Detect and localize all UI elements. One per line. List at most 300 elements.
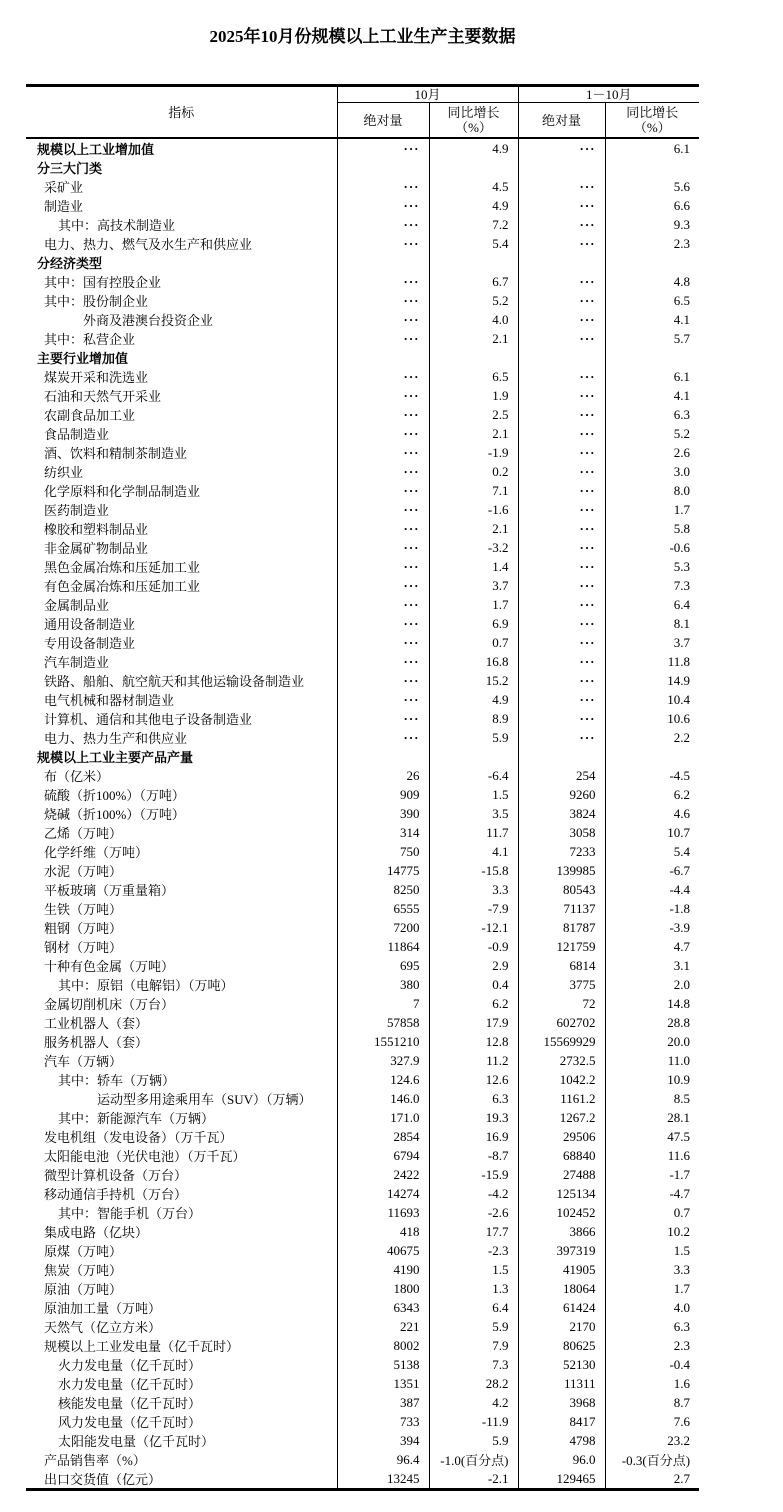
value-cell: 7.1 — [429, 481, 518, 500]
value-cell: 14.9 — [667, 672, 691, 688]
table-row — [26, 1032, 699, 1051]
value-cell: 1.7 — [673, 1280, 691, 1296]
value-cell: 4.9 — [429, 138, 518, 158]
value-cell: 3775 — [518, 975, 605, 994]
value-cell: 1.7 — [673, 501, 691, 517]
indicator-label: 原煤（万吨） — [26, 1241, 337, 1260]
yoy-unit-label: （%） — [633, 120, 671, 135]
value-cell: 61424 — [518, 1298, 605, 1317]
indicator-label: 农副食品加工业 — [26, 405, 337, 424]
indicator-label: 金属制品业 — [26, 595, 337, 614]
table-row — [26, 1013, 699, 1032]
value-cell: ··· — [337, 329, 429, 348]
value-cell: 221 — [337, 1317, 429, 1336]
indicator-label: 服务机器人（套） — [26, 1032, 337, 1051]
value-cell: -1.0(百分点) — [429, 1450, 518, 1469]
value-cell: 17.9 — [429, 1013, 518, 1032]
value-cell: 695 — [337, 956, 429, 975]
indicator-label: 其中：私营企业 — [26, 329, 337, 348]
value-cell: 10.9 — [667, 1071, 691, 1087]
value-cell: ··· — [337, 728, 429, 747]
value-cell: 20.0 — [667, 1033, 691, 1049]
value-cell: ··· — [337, 291, 429, 310]
indicator-label: 电力、热力、燃气及水生产和供应业 — [26, 234, 337, 253]
value-cell: 7 — [337, 994, 429, 1013]
value-cell: 7200 — [337, 918, 429, 937]
indicator-label: 橡胶和塑料制品业 — [26, 519, 337, 538]
value-cell: 4.0 — [429, 310, 518, 329]
value-cell: 254 — [518, 766, 605, 785]
table-row — [26, 1279, 699, 1298]
table-body — [26, 138, 699, 1490]
indicator-label: 生铁（万吨） — [26, 899, 337, 918]
value-cell: 11311 — [518, 1374, 605, 1393]
value-cell: 6794 — [337, 1146, 429, 1165]
value-cell: ··· — [518, 690, 605, 709]
value-cell: ··· — [518, 196, 605, 215]
value-cell: 2.2 — [673, 729, 691, 745]
value-cell: ··· — [337, 462, 429, 481]
value-cell: 11693 — [337, 1203, 429, 1222]
table-row — [26, 975, 699, 994]
value-cell: 1800 — [337, 1279, 429, 1298]
value-cell: 6.3 — [673, 406, 691, 422]
value-cell: 1.7 — [429, 595, 518, 614]
indicator-label: 采矿业 — [26, 177, 337, 196]
value-cell: 14.8 — [667, 995, 691, 1011]
table-row — [26, 785, 699, 804]
value-cell: 3968 — [518, 1393, 605, 1412]
header-group-row — [26, 86, 699, 103]
value-cell: -1.7 — [669, 1166, 691, 1182]
value-cell: 4.2 — [429, 1393, 518, 1412]
value-cell: 1351 — [337, 1374, 429, 1393]
value-cell: 6.1 — [673, 140, 691, 156]
value-cell: 2.3 — [673, 235, 691, 251]
value-cell: 5138 — [337, 1355, 429, 1374]
indicator-label: 原油加工量（万吨） — [26, 1298, 337, 1317]
indicator-label: 黑色金属冶炼和压延加工业 — [26, 557, 337, 576]
value-cell: ··· — [518, 215, 605, 234]
table-row — [26, 177, 699, 196]
table-row — [26, 937, 699, 956]
indicator-label: 分经济类型 — [26, 253, 337, 272]
value-cell: 121759 — [518, 937, 605, 956]
value-cell: ··· — [337, 310, 429, 329]
yoy-label: 同比增长 — [447, 105, 500, 120]
table-row — [26, 1222, 699, 1241]
table-row — [26, 880, 699, 899]
indicator-label: 石油和天然气开采业 — [26, 386, 337, 405]
table-row — [26, 196, 699, 215]
value-cell: 1042.2 — [518, 1070, 605, 1089]
value-cell: 3.7 — [429, 576, 518, 595]
table-row — [26, 614, 699, 633]
value-cell: -4.2 — [429, 1184, 518, 1203]
indicator-label: 其中：轿车（万辆） — [26, 1070, 337, 1089]
value-cell: 139985 — [518, 861, 605, 880]
value-cell: 2.0 — [673, 976, 691, 992]
table-row — [26, 462, 699, 481]
value-cell: 9260 — [518, 785, 605, 804]
value-cell: 6.5 — [673, 292, 691, 308]
value-cell: 146.0 — [337, 1089, 429, 1108]
value-cell: ··· — [518, 519, 605, 538]
value-cell: ··· — [337, 443, 429, 462]
value-cell: ··· — [518, 633, 605, 652]
value-cell: -0.3(百分点) — [621, 1453, 691, 1468]
value-cell: ··· — [337, 671, 429, 690]
indicator-label: 原油（万吨） — [26, 1279, 337, 1298]
value-cell: 11.2 — [429, 1051, 518, 1070]
value-cell: ··· — [337, 196, 429, 215]
value-cell: 6.5 — [429, 367, 518, 386]
value-cell: ··· — [518, 728, 605, 747]
value-cell: 80543 — [518, 880, 605, 899]
value-cell: -3.2 — [429, 538, 518, 557]
value-cell: 10.7 — [667, 824, 691, 840]
value-cell: 2.1 — [429, 329, 518, 348]
value-cell: 380 — [337, 975, 429, 994]
value-cell: 11.8 — [667, 653, 691, 669]
indicator-label: 专用设备制造业 — [26, 633, 337, 652]
value-cell: 6.7 — [429, 272, 518, 291]
value-cell: ··· — [518, 595, 605, 614]
value-cell: 7.9 — [429, 1336, 518, 1355]
value-cell: 15569929 — [518, 1032, 605, 1051]
value-cell: 4.9 — [429, 196, 518, 215]
table-row — [26, 918, 699, 937]
indicator-label: 医药制造业 — [26, 500, 337, 519]
indicator-label: 产品销售率（%） — [26, 1450, 337, 1469]
value-cell: 8.9 — [429, 709, 518, 728]
value-cell: ··· — [337, 367, 429, 386]
table-row — [26, 1127, 699, 1146]
value-cell: 2.9 — [429, 956, 518, 975]
value-cell: 8002 — [337, 1336, 429, 1355]
value-cell: ··· — [518, 443, 605, 462]
value-cell: 14274 — [337, 1184, 429, 1203]
table-row — [26, 138, 699, 158]
indicator-label: 主要行业增加值 — [26, 348, 337, 367]
indicator-label: 分三大门类 — [26, 158, 337, 177]
table-row — [26, 1203, 699, 1222]
value-cell: 11.0 — [667, 1052, 691, 1068]
value-cell: 96.4 — [337, 1450, 429, 1469]
value-cell: -4.7 — [669, 1185, 691, 1201]
indicator-label: 外商及港澳台投资企业 — [26, 310, 337, 329]
value-cell: -7.9 — [429, 899, 518, 918]
indicator-label: 规模以上工业发电量（亿千瓦时） — [26, 1336, 337, 1355]
table-row — [26, 1412, 699, 1431]
value-cell: 96.0 — [518, 1450, 605, 1469]
table-row — [26, 538, 699, 557]
value-cell: 16.8 — [429, 652, 518, 671]
value-cell: 72 — [518, 994, 605, 1013]
table-row — [26, 519, 699, 538]
absolute-label: 绝对量 — [542, 112, 582, 128]
value-cell: 733 — [337, 1412, 429, 1431]
indicator-label: 食品制造业 — [26, 424, 337, 443]
value-cell: ··· — [337, 424, 429, 443]
table-row — [26, 1051, 699, 1070]
value-cell: 7233 — [518, 842, 605, 861]
indicator-label: 电气机械和器材制造业 — [26, 690, 337, 709]
value-cell: 2.3 — [673, 1337, 691, 1353]
value-cell: ··· — [337, 177, 429, 196]
value-cell: ··· — [337, 633, 429, 652]
indicator-label: 工业机器人（套） — [26, 1013, 337, 1032]
col-group-october: 10月 — [337, 86, 518, 103]
value-cell — [518, 253, 605, 272]
value-cell — [518, 158, 605, 177]
table-row — [26, 1469, 699, 1490]
value-cell: ··· — [518, 329, 605, 348]
value-cell: 4.6 — [673, 805, 691, 821]
value-cell: -4.4 — [669, 881, 691, 897]
value-cell: 13245 — [337, 1469, 429, 1490]
value-cell: ··· — [518, 405, 605, 424]
value-cell — [605, 747, 699, 766]
indicator-label: 核能发电量（亿千瓦时） — [26, 1393, 337, 1412]
value-cell: 3.3 — [429, 880, 518, 899]
indicator-label: 运动型多用途乘用车（SUV）（万辆） — [26, 1089, 337, 1108]
value-cell — [605, 253, 699, 272]
value-cell: 3.3 — [673, 1261, 691, 1277]
value-cell: 4.8 — [673, 273, 691, 289]
value-cell: 16.9 — [429, 1127, 518, 1146]
value-cell: ··· — [337, 272, 429, 291]
value-cell: 125134 — [518, 1184, 605, 1203]
value-cell: 0.7 — [429, 633, 518, 652]
value-cell: 1.5 — [429, 785, 518, 804]
table-row — [26, 633, 699, 652]
value-cell: 7.6 — [673, 1413, 691, 1429]
page-title: 2025年10月份规模以上工业生产主要数据 — [209, 27, 516, 46]
indicator-label: 纺织业 — [26, 462, 337, 481]
value-cell: 7.3 — [673, 577, 691, 593]
value-cell: ··· — [337, 500, 429, 519]
value-cell: 5.4 — [429, 234, 518, 253]
indicator-label: 汽车制造业 — [26, 652, 337, 671]
value-cell: 6.1 — [673, 368, 691, 384]
value-cell: ··· — [518, 177, 605, 196]
value-cell: 3866 — [518, 1222, 605, 1241]
col-header-indicator: 指标 — [26, 86, 337, 139]
table-row — [26, 1298, 699, 1317]
table-row — [26, 158, 699, 177]
indicator-label: 通用设备制造业 — [26, 614, 337, 633]
indicator-label: 出口交货值（亿元） — [26, 1469, 337, 1490]
value-cell: 0.7 — [673, 1204, 691, 1220]
table-row — [26, 728, 699, 747]
indicator-label: 其中：原铝（电解铝）（万吨） — [26, 975, 337, 994]
value-cell: 8.5 — [673, 1090, 691, 1106]
value-cell: 4798 — [518, 1431, 605, 1450]
table-row — [26, 1336, 699, 1355]
indicator-label: 金属切削机床（万台） — [26, 994, 337, 1013]
value-cell: 1267.2 — [518, 1108, 605, 1127]
indicator-label: 太阳能电池（光伏电池）（万千瓦） — [26, 1146, 337, 1165]
value-cell: 4.5 — [429, 177, 518, 196]
indicator-label: 其中：智能手机（万台） — [26, 1203, 337, 1222]
value-cell: 327.9 — [337, 1051, 429, 1070]
value-cell: ··· — [518, 500, 605, 519]
value-cell: 5.7 — [673, 330, 691, 346]
table-row — [26, 671, 699, 690]
value-cell: -15.8 — [429, 861, 518, 880]
value-cell — [429, 158, 518, 177]
value-cell: 8417 — [518, 1412, 605, 1431]
value-cell: ··· — [518, 576, 605, 595]
value-cell: 8.0 — [673, 482, 691, 498]
value-cell: ··· — [337, 690, 429, 709]
indicator-label: 电力、热力生产和供应业 — [26, 728, 337, 747]
value-cell: 2732.5 — [518, 1051, 605, 1070]
value-cell: 7.2 — [429, 215, 518, 234]
value-cell: 4190 — [337, 1260, 429, 1279]
value-cell: 28.2 — [429, 1374, 518, 1393]
indicator-label: 其中：高技术制造业 — [26, 215, 337, 234]
absolute-label: 绝对量 — [363, 112, 403, 128]
value-cell: 8250 — [337, 880, 429, 899]
table-row — [26, 576, 699, 595]
value-cell: 394 — [337, 1431, 429, 1450]
value-cell: 5.8 — [673, 520, 691, 536]
table-row — [26, 348, 699, 367]
table-row — [26, 386, 699, 405]
value-cell: ··· — [518, 424, 605, 443]
table-row — [26, 1165, 699, 1184]
value-cell: 28.1 — [667, 1109, 691, 1125]
value-cell: 1.9 — [429, 386, 518, 405]
value-cell: 2.7 — [673, 1470, 691, 1486]
value-cell: 27488 — [518, 1165, 605, 1184]
value-cell: -8.7 — [429, 1146, 518, 1165]
value-cell: ··· — [337, 215, 429, 234]
table-row — [26, 652, 699, 671]
table-row — [26, 253, 699, 272]
value-cell: 28.8 — [667, 1014, 691, 1030]
value-cell: 390 — [337, 804, 429, 823]
table-row — [26, 690, 699, 709]
table-row — [26, 405, 699, 424]
indicator-label: 十种有色金属（万吨） — [26, 956, 337, 975]
value-cell: ··· — [518, 462, 605, 481]
indicator-label: 铁路、船舶、航空航天和其他运输设备制造业 — [26, 671, 337, 690]
value-cell: -0.9 — [429, 937, 518, 956]
table-row — [26, 1108, 699, 1127]
table-row — [26, 842, 699, 861]
table-row — [26, 1374, 699, 1393]
value-cell: 2.6 — [673, 444, 691, 460]
value-cell: 6.2 — [429, 994, 518, 1013]
value-cell: 3.0 — [673, 463, 691, 479]
value-cell: -2.6 — [429, 1203, 518, 1222]
value-cell: 418 — [337, 1222, 429, 1241]
indicator-label: 焦炭（万吨） — [26, 1260, 337, 1279]
indicator-label: 粗钢（万吨） — [26, 918, 337, 937]
table-row — [26, 595, 699, 614]
industrial-data-table — [26, 84, 699, 1491]
table-row — [26, 272, 699, 291]
table-header — [26, 86, 699, 139]
value-cell: 129465 — [518, 1469, 605, 1490]
value-cell: 6555 — [337, 899, 429, 918]
value-cell: -6.7 — [669, 862, 691, 878]
value-cell: 6.2 — [673, 786, 691, 802]
value-cell: 1.3 — [429, 1279, 518, 1298]
value-cell: ··· — [337, 481, 429, 500]
indicator-label: 规模以上工业主要产品产量 — [26, 747, 337, 766]
table-row — [26, 367, 699, 386]
value-cell: 2422 — [337, 1165, 429, 1184]
value-cell: 68840 — [518, 1146, 605, 1165]
indicator-label: 煤炭开采和洗选业 — [26, 367, 337, 386]
table-row — [26, 215, 699, 234]
value-cell: 5.2 — [673, 425, 691, 441]
value-cell: 2.1 — [429, 519, 518, 538]
value-cell: 18064 — [518, 1279, 605, 1298]
value-cell: 6.3 — [673, 1318, 691, 1334]
value-cell: 12.8 — [429, 1032, 518, 1051]
value-cell: 750 — [337, 842, 429, 861]
value-cell: ··· — [337, 557, 429, 576]
value-cell: 0.2 — [429, 462, 518, 481]
table-row — [26, 1146, 699, 1165]
indicator-label: 平板玻璃（万重量箱） — [26, 880, 337, 899]
indicator-label: 汽车（万辆） — [26, 1051, 337, 1070]
table-row — [26, 747, 699, 766]
value-cell: 8.7 — [673, 1394, 691, 1410]
value-cell — [518, 348, 605, 367]
indicator-label: 其中：新能源汽车（万辆） — [26, 1108, 337, 1127]
value-cell: 1.5 — [429, 1260, 518, 1279]
table-row — [26, 291, 699, 310]
value-cell: ··· — [518, 138, 605, 158]
value-cell: -6.4 — [429, 766, 518, 785]
value-cell: ··· — [337, 405, 429, 424]
table-row — [26, 804, 699, 823]
value-cell: 314 — [337, 823, 429, 842]
indicator-label: 有色金属冶炼和压延加工业 — [26, 576, 337, 595]
table-row — [26, 1241, 699, 1260]
value-cell: -15.9 — [429, 1165, 518, 1184]
value-cell — [337, 253, 429, 272]
yoy-unit-label: （%） — [455, 120, 492, 135]
indicator-label: 其中：股份制企业 — [26, 291, 337, 310]
col-header-yoy-janoct — [605, 103, 699, 139]
value-cell: ··· — [518, 538, 605, 557]
value-cell: -12.1 — [429, 918, 518, 937]
indicator-label: 化学纤维（万吨） — [26, 842, 337, 861]
table-row — [26, 443, 699, 462]
table-row — [26, 1317, 699, 1336]
value-cell: 10.4 — [667, 691, 691, 707]
value-cell: 6814 — [518, 956, 605, 975]
value-cell: 397319 — [518, 1241, 605, 1260]
indicator-label: 乙烯（万吨） — [26, 823, 337, 842]
value-cell: 6.4 — [429, 1298, 518, 1317]
col-header-absolute-oct — [337, 103, 429, 139]
indicator-label: 其中：国有控股企业 — [26, 272, 337, 291]
table-row — [26, 709, 699, 728]
value-cell: 5.4 — [673, 843, 691, 859]
value-cell: 40675 — [337, 1241, 429, 1260]
value-cell: ··· — [337, 386, 429, 405]
indicator-label: 天然气（亿立方米） — [26, 1317, 337, 1336]
indicator-label: 水泥（万吨） — [26, 861, 337, 880]
